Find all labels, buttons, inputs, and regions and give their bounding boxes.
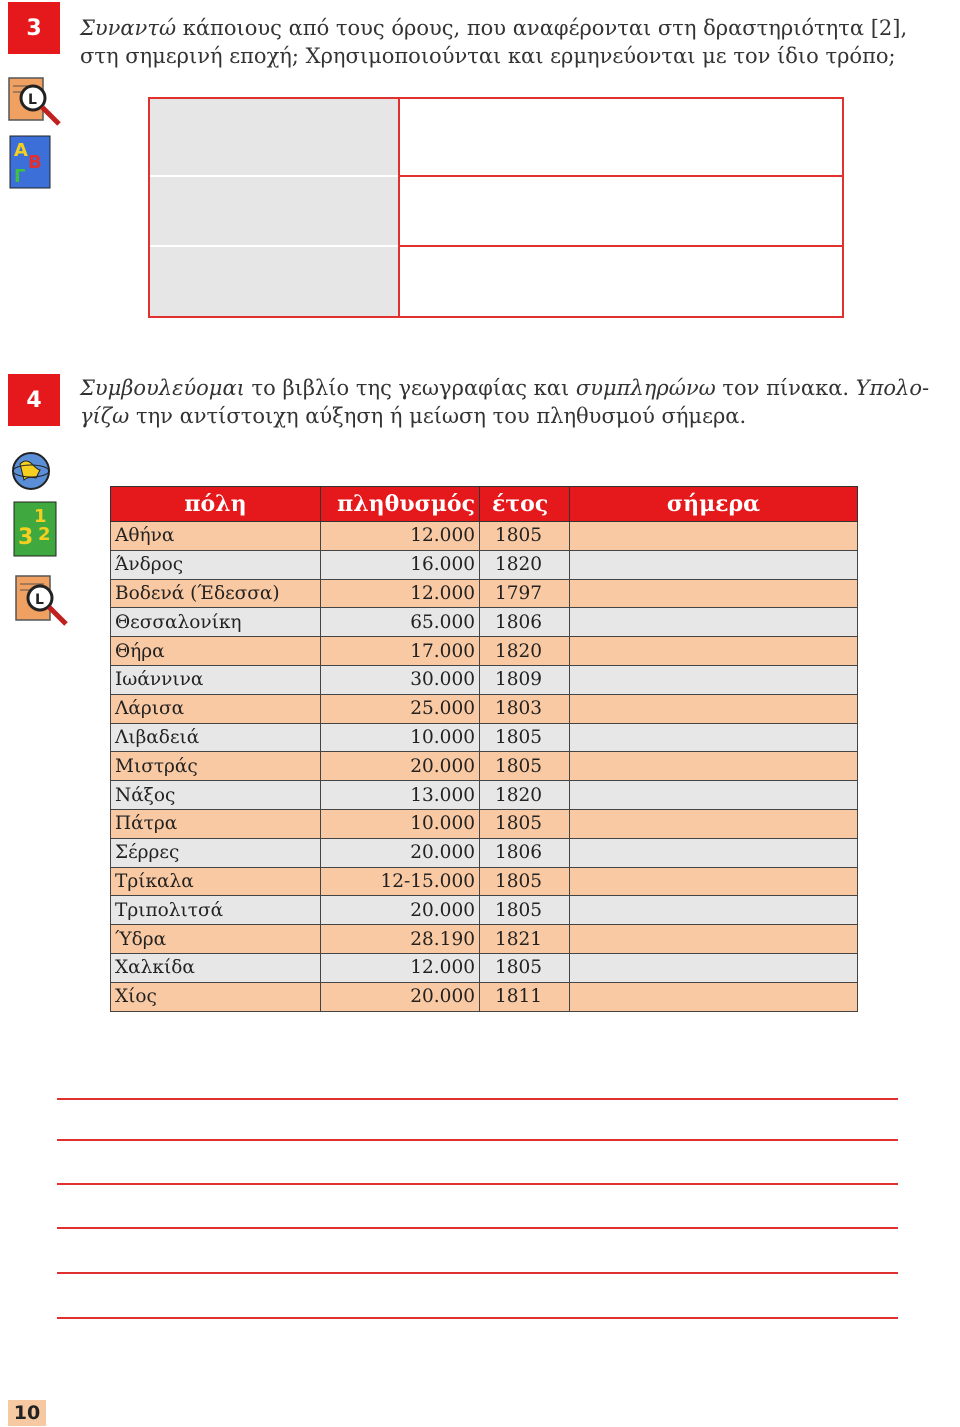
q4-text-part: το βιβλίο της γεωγραφίας και [244,376,576,400]
city-cell: Βοδενά (Έδεσσα) [111,579,321,608]
population-cell: 10.000 [321,809,480,838]
table-row [111,809,858,838]
table-row [111,637,858,666]
table-row [111,579,858,608]
question-3-text [80,14,950,70]
today-input-cell[interactable] [570,723,858,752]
city-cell: Μιστράς [111,752,321,781]
header-city: πόλη [111,487,321,522]
city-cell: Λάρισα [111,694,321,723]
answer-line[interactable] [57,1139,898,1141]
population-table [110,486,858,1012]
table-row [111,665,858,694]
city-cell: Θεσσαλονίκη [111,608,321,637]
magnifier-reading-icon [7,72,63,128]
population-cell: 20.000 [321,896,480,925]
city-cell: Ιωάννινα [111,665,321,694]
today-input-cell[interactable] [570,896,858,925]
today-input-cell[interactable] [570,982,858,1011]
table-row [111,522,858,551]
svg-text:3: 3 [18,525,34,550]
today-input-cell[interactable] [570,694,858,723]
question-4-text [80,374,950,430]
table-row [111,723,858,752]
population-cell: 28.190 [321,925,480,954]
population-cell: 17.000 [321,637,480,666]
today-input-cell[interactable] [570,953,858,982]
svg-text:B: B [28,152,42,173]
today-input-cell[interactable] [570,665,858,694]
city-cell: Χαλκίδα [111,953,321,982]
table-row [111,781,858,810]
terms-table [148,97,844,318]
city-cell: Αθήνα [111,522,321,551]
numbers-123-icon [12,500,58,558]
q3-emphasis: Συναντώ [80,16,177,40]
q4-text-part: την αντίστοιχη αύξηση ή μείωση του πληθυσμού σήμερα. [129,404,747,428]
city-cell: Θήρα [111,637,321,666]
population-cell: 13.000 [321,781,480,810]
population-cell: 12.000 [321,953,480,982]
table-row [111,550,858,579]
year-cell: 1806 [480,608,570,637]
city-cell: Λιβαδειά [111,723,321,752]
svg-text:A: A [14,140,28,161]
year-cell: 1811 [480,982,570,1011]
answer-line[interactable] [57,1317,898,1319]
answer-line[interactable] [57,1227,898,1229]
q4-text-part: τον πίνακα. [715,376,856,400]
population-cell: 16.000 [321,550,480,579]
today-input-cell[interactable] [570,522,858,551]
year-cell: 1809 [480,665,570,694]
svg-text:1: 1 [34,506,47,527]
q4-emphasis: Υπολο- [855,376,930,400]
today-input-cell[interactable] [570,637,858,666]
population-cell: 25.000 [321,694,480,723]
magnifier-reading-icon [14,572,70,628]
population-cell: 30.000 [321,665,480,694]
year-cell: 1805 [480,752,570,781]
q3-line1: κάποιους από τους όρους, που αναφέρονται στη δραστηριότητα [2], [176,16,908,40]
today-input-cell[interactable] [570,608,858,637]
svg-text:Γ: Γ [14,166,26,187]
year-cell: 1805 [480,723,570,752]
population-cell: 10.000 [321,723,480,752]
population-cell: 12-15.000 [321,867,480,896]
today-input-cell[interactable] [570,838,858,867]
terms-row-divider [400,175,842,177]
today-input-cell[interactable] [570,752,858,781]
population-cell: 20.000 [321,752,480,781]
city-cell: Χίος [111,982,321,1011]
population-cell: 65.000 [321,608,480,637]
year-cell: 1820 [480,781,570,810]
year-cell: 1805 [480,953,570,982]
city-cell: Άνδρος [111,550,321,579]
svg-text:L: L [28,92,37,108]
q4-emphasis: συμπληρώνω [575,376,716,400]
city-cell: Ύδρα [111,925,321,954]
population-cell: 20.000 [321,838,480,867]
city-cell: Νάξος [111,781,321,810]
globe-icon [10,450,52,492]
header-population: πληθυσμός [321,487,480,522]
alphabet-abg-icon [8,134,52,190]
today-input-cell[interactable] [570,550,858,579]
today-input-cell[interactable] [570,867,858,896]
table-row [111,752,858,781]
population-cell: 12.000 [321,522,480,551]
population-cell: 20.000 [321,982,480,1011]
table-row [111,838,858,867]
today-input-cell[interactable] [570,809,858,838]
table-row [111,953,858,982]
answer-line[interactable] [57,1098,898,1100]
year-cell: 1805 [480,522,570,551]
terms-column-shaded [150,99,398,316]
population-cell: 12.000 [321,579,480,608]
city-cell: Πάτρα [111,809,321,838]
page-number: 10 [8,1400,46,1426]
year-cell: 1805 [480,896,570,925]
question-4-badge: 4 [8,374,60,426]
table-row [111,867,858,896]
table-row [111,694,858,723]
year-cell: 1803 [480,694,570,723]
table-row [111,925,858,954]
terms-row-divider [400,245,842,247]
year-cell: 1805 [480,809,570,838]
table-row [111,896,858,925]
city-cell: Σέρρες [111,838,321,867]
city-cell: Τρίκαλα [111,867,321,896]
table-row [111,608,858,637]
question-3-badge: 3 [8,2,60,54]
answer-line[interactable] [57,1183,898,1185]
header-year: έτος [480,487,570,522]
year-cell: 1820 [480,637,570,666]
table-row [111,982,858,1011]
q3-line2: στη σημερινή εποχή; Χρησιμοποιούνται και ερμηνεύονται με τον ίδιο τρόπο; [80,44,896,68]
city-cell: Τριπολιτσά [111,896,321,925]
year-cell: 1797 [480,579,570,608]
year-cell: 1821 [480,925,570,954]
year-cell: 1805 [480,867,570,896]
svg-text:L: L [35,592,44,608]
today-input-cell[interactable] [570,781,858,810]
year-cell: 1820 [480,550,570,579]
today-input-cell[interactable] [570,579,858,608]
q4-emphasis: γίζω [80,404,130,428]
header-today: σήμερα [570,487,858,522]
table-header-row [111,487,858,522]
q4-emphasis: Συμβουλεύομαι [80,376,245,400]
year-cell: 1806 [480,838,570,867]
svg-text:2: 2 [38,524,51,545]
today-input-cell[interactable] [570,925,858,954]
answer-line[interactable] [57,1272,898,1274]
